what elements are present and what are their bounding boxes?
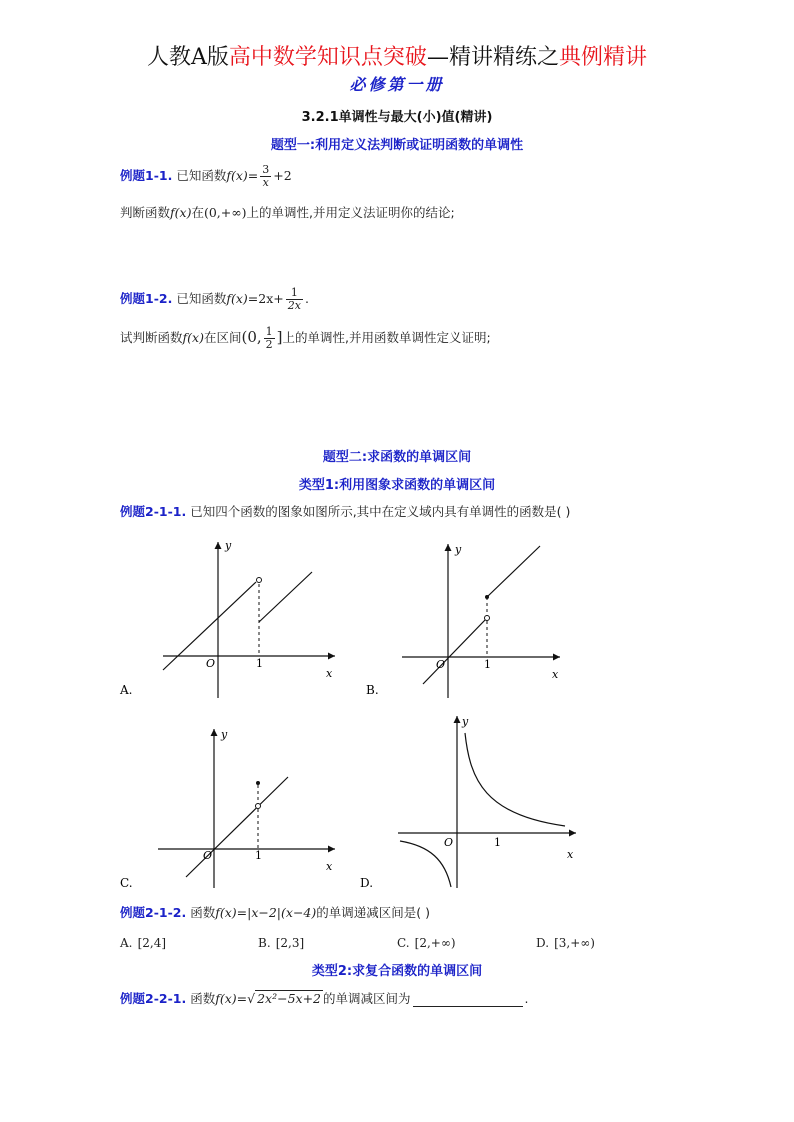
interval-left: (0, bbox=[241, 328, 262, 346]
closed-point bbox=[256, 781, 260, 785]
curve-upper-branch bbox=[487, 546, 540, 597]
open-point bbox=[257, 578, 262, 583]
document-subtitle: 必修第一册 bbox=[349, 75, 445, 94]
fraction-denominator: x bbox=[262, 176, 269, 189]
function-name: f(x) bbox=[226, 291, 248, 306]
title-part-publisher: 人教A版 bbox=[147, 45, 229, 70]
example-label: 例题2-1-2. bbox=[120, 905, 187, 920]
example-2-1-2 bbox=[120, 903, 430, 921]
option-letter: D. bbox=[536, 936, 550, 950]
period: . bbox=[524, 991, 529, 1006]
option-b-label: B. bbox=[366, 683, 379, 697]
origin-label: O bbox=[436, 658, 446, 671]
example-label: 例题1-1. bbox=[120, 168, 173, 183]
type2-sub1: 类型1:利用图象求函数的单调区间 bbox=[298, 478, 496, 493]
graph-a bbox=[119, 539, 335, 698]
example-text: 的单调减区间为 bbox=[323, 991, 411, 1006]
origin-label: O bbox=[206, 657, 216, 670]
period: . bbox=[304, 291, 309, 306]
example-text: 已知函数 bbox=[176, 168, 227, 183]
answer-blank[interactable] bbox=[413, 994, 523, 1007]
example-text: 函数 bbox=[190, 991, 216, 1006]
y-label: y bbox=[221, 728, 228, 741]
interval: (0,+∞) bbox=[203, 205, 247, 220]
open-point bbox=[256, 804, 261, 809]
expression: =2x+ bbox=[247, 291, 284, 306]
expression: f(x)=|x−2|(x−4) bbox=[215, 905, 317, 920]
origin-label: O bbox=[203, 849, 213, 862]
y-label: y bbox=[455, 543, 462, 556]
task-text: 上的单调性,并用函数单调性定义证明; bbox=[282, 330, 491, 345]
example-label: 例题2-2-1. bbox=[120, 991, 187, 1006]
option-value: [2,3] bbox=[275, 936, 305, 950]
option-b bbox=[258, 932, 304, 951]
tick-label: 1 bbox=[256, 657, 263, 670]
task-text: 上的单调性,并用定义法证明你的结论; bbox=[246, 205, 455, 220]
hyperbola-right-branch bbox=[465, 733, 565, 826]
fraction-denominator: 2 bbox=[265, 338, 273, 351]
x-label: x bbox=[326, 860, 333, 873]
task-text: 在区间 bbox=[203, 330, 242, 345]
type1-heading: 题型一:利用定义法判断或证明函数的单调性 bbox=[270, 138, 524, 153]
equals-sign: = bbox=[247, 168, 259, 183]
option-a bbox=[120, 932, 166, 951]
x-label: x bbox=[326, 667, 333, 680]
option-letter: C. bbox=[397, 936, 410, 950]
section-title: 3.2.1单调性与最大(小)值(精讲) bbox=[301, 110, 493, 125]
fraction-denominator: 2x bbox=[287, 299, 301, 312]
example-text: 已知函数 bbox=[176, 291, 227, 306]
function-name: f(x) bbox=[226, 168, 248, 183]
tick-label: 1 bbox=[484, 658, 491, 671]
tick-label: 1 bbox=[494, 836, 501, 849]
title-part-series: 精讲精练之 bbox=[448, 45, 559, 70]
option-value: [3,+∞) bbox=[554, 936, 595, 950]
option-d bbox=[536, 932, 595, 951]
option-value: [2,+∞) bbox=[414, 936, 456, 950]
graph-d bbox=[360, 715, 576, 890]
fraction-numerator: 1 bbox=[286, 287, 303, 300]
example-text: 的单调递减区间是( ) bbox=[316, 905, 430, 920]
radicand: 2x²−5x+2 bbox=[257, 991, 322, 1006]
open-point bbox=[485, 616, 490, 621]
y-label: y bbox=[462, 715, 469, 728]
example-text: 函数 bbox=[190, 905, 216, 920]
title-part-dash: — bbox=[426, 45, 449, 70]
task-text: 判断函数 bbox=[120, 205, 171, 220]
sqrt-sign: √ bbox=[247, 991, 256, 1006]
tick-label: 1 bbox=[255, 849, 262, 862]
task-text: 在 bbox=[191, 205, 204, 220]
option-a-label: A. bbox=[120, 683, 133, 697]
function-name: f(x) bbox=[182, 330, 204, 345]
task-text: 试判断函数 bbox=[120, 330, 183, 345]
function-name: f(x) bbox=[170, 205, 192, 220]
graph-c bbox=[120, 728, 335, 890]
x-label: x bbox=[567, 848, 574, 861]
x-label: x bbox=[552, 668, 559, 681]
curve-lower-branch bbox=[423, 619, 486, 684]
fraction-numerator: 3 bbox=[262, 163, 270, 176]
example-label: 例题2-1-1. bbox=[120, 504, 187, 519]
interval-right: ] bbox=[276, 328, 283, 346]
y-label: y bbox=[225, 539, 232, 552]
origin-label: O bbox=[444, 836, 454, 849]
expression: f(x)= bbox=[215, 991, 248, 1006]
option-c-label: C. bbox=[120, 876, 133, 890]
graph-b bbox=[366, 543, 560, 698]
expression-tail: +2 bbox=[273, 168, 292, 183]
option-letter: A. bbox=[120, 936, 133, 950]
title-part-type: 典例精讲 bbox=[558, 45, 647, 70]
type2-heading: 题型二:求函数的单调区间 bbox=[322, 450, 472, 465]
example-text: 已知四个函数的图象如图所示,其中在定义域内具有单调性的函数是( ) bbox=[190, 504, 571, 519]
title-part-topic: 高中数学知识点突破 bbox=[228, 45, 427, 70]
option-d-label: D. bbox=[360, 876, 374, 890]
curve-line bbox=[186, 777, 288, 877]
closed-point bbox=[485, 595, 489, 599]
option-value: [2,4] bbox=[137, 936, 167, 950]
option-c bbox=[397, 932, 456, 951]
example-2-2-1 bbox=[120, 989, 529, 1007]
example-label: 例题1-2. bbox=[120, 291, 173, 306]
curve-right-branch bbox=[259, 572, 312, 622]
option-letter: B. bbox=[258, 936, 271, 950]
fraction-numerator: 1 bbox=[265, 325, 273, 338]
type2-sub2: 类型2:求复合函数的单调区间 bbox=[311, 964, 483, 979]
